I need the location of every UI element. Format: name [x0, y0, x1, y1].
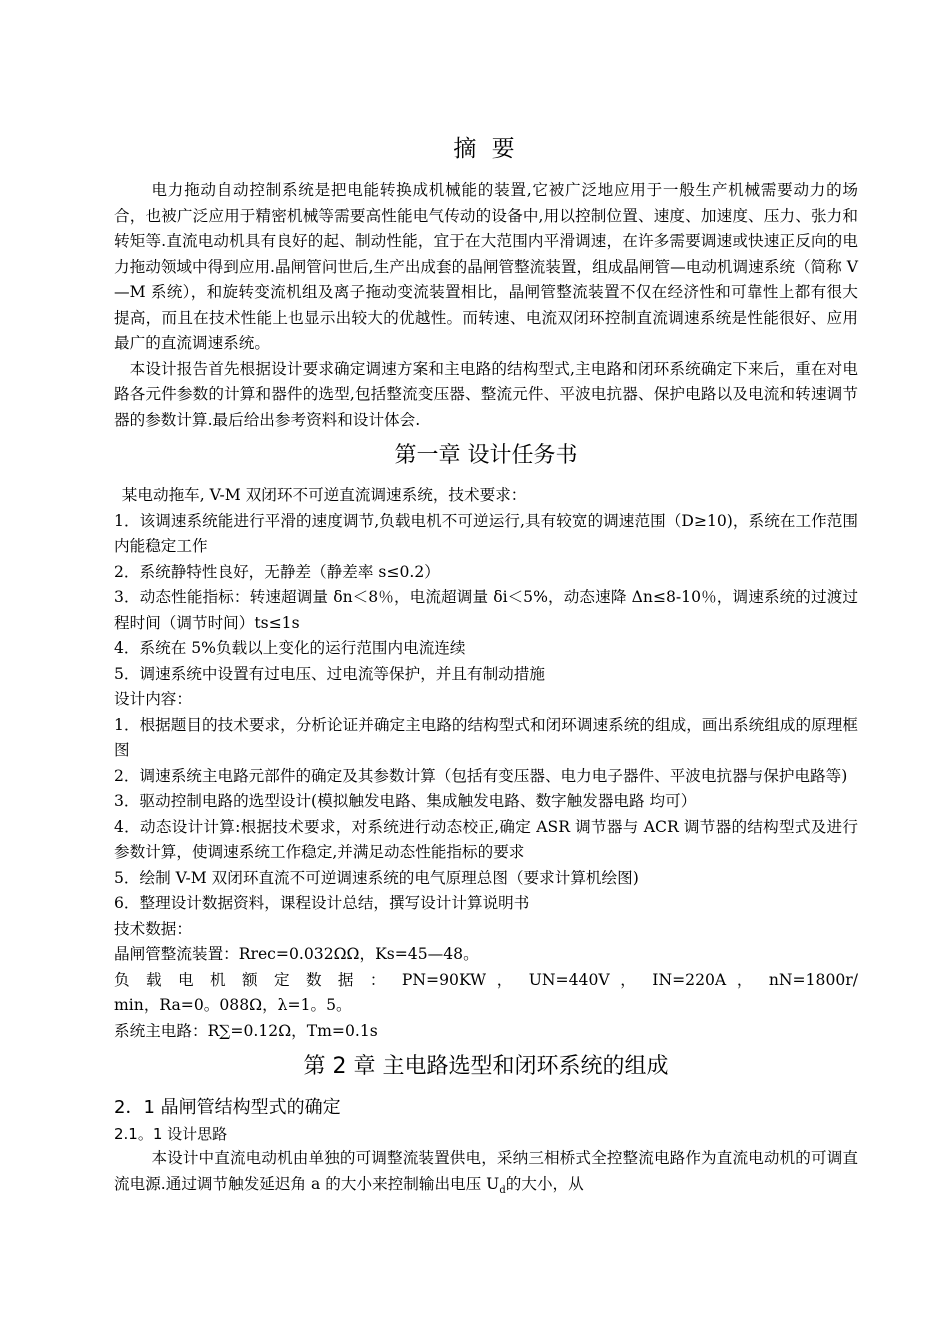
design-content-item: 3．驱动控制电路的选型设计(模拟触发电路、集成触发电路、数字触发器电路 均可） — [114, 792, 697, 810]
section-2-1-title: 2．1 晶闸管结构型式的确定 — [114, 1097, 341, 1118]
chapter2-paragraph — [114, 1146, 858, 1203]
design-content-item: 2．调速系统主电路元部件的确定及其参数计算（包括有变压器、电力电子器件、平波电抗器与保护电路等) — [114, 766, 848, 785]
voltage-subscript: d — [499, 1184, 506, 1196]
tech-motor-data-line2: min，Ra=0。088Ω，λ=1。5。 — [114, 996, 352, 1014]
subsection-2-1-1-title: 2.1。1 设计思路 — [114, 1125, 228, 1143]
requirement-item: 1．该调速系统能进行平滑的速度调节,负载电机不可逆运行,具有较宽的调速范围（D≥10)，系统在工作范围内能稳定工作 — [114, 511, 858, 555]
abstract-paragraph-2: 本设计报告首先根据设计要求确定调速方案和主电路的结构型式,主电路和闭环系统确定下来后，重在对电路各元件参数的计算和器件的选型,包括整流变压器、整流元件、平波电抗器、保护电路以及电流和转速调节器的参数计算.最后给出参考资料和设计体会. — [114, 359, 858, 429]
design-content-item: 4．动态设计计算:根据技术要求，对系统进行动态校正,确定 ASR 调节器与 ACR 调节器的结构型式及进行参数计算，使调速系统工作稳定,并满足动态性能指标的要求 — [114, 817, 858, 861]
document-body — [114, 132, 858, 1203]
tech-motor-data-line1: 负 载 电 机 额 定 数 据 ： PN=90KW ， UN=440V ， IN=220A ， nN=1800r/ — [114, 970, 858, 989]
chapter2-title: 第 2 章 主电路选型和闭环系统的组成 — [303, 1054, 669, 1079]
chapter2-paragraph-tail: 的大小，从 — [505, 1174, 584, 1193]
tech-data-label: 技术数据： — [114, 919, 192, 938]
requirement-item: 4．系统在 5%负载以上变化的运行范围内电流连续 — [114, 639, 466, 657]
requirement-item: 3．动态性能指标：转速超调量 δn＜8％，电流超调量 δi＜5%，动态速降 Δn≤8-10％，调速系统的过渡过程时间（调节时间）ts≤1s — [114, 588, 858, 632]
design-content-label: 设计内容： — [114, 690, 192, 708]
abstract-title: 摘 要 — [453, 136, 519, 162]
tech-system-data: 系统主电路：R∑=0.12Ω，Tm=0.1s — [114, 1021, 378, 1040]
chapter1-title: 第一章 设计任务书 — [394, 443, 578, 468]
abstract-paragraph-1: 电力拖动自动控制系统是把电能转换成机械能的装置,它被广泛地应用于一般生产机械需要动力的场合，也被广泛应用于精密机械等需要高性能电气传动的设备中,用以控制位置、速度、加速度、压力、张力和转矩等.直流电动机具有良好的起、制动性能，宜于在大范围内平滑调速，在许多需要调速或快速正反向的电力拖动领域中得到应用.晶闸管问世后,生产出成套的晶闸管整流装置，组成晶闸管—电动机调速系统（简称 V—M 系统），和旋转变流机组及离子拖动变流装置相比，晶闸管整流装置不仅在经济性和可靠性上都有很大提高，而且在技术性能上也显示出较大的优越性。而转速、电流双闭环控制直流调速系统是性能很好、应用最广的直流调速系统。 — [114, 181, 858, 352]
chapter2-paragraph-main: 本设计中直流电动机由单独的可调整流装置供电，采纳三相桥式全控整流电路作为直流电动机的可调直流电源.通过调节触发延迟角 a 的大小来控制输出电压 U — [114, 1149, 858, 1193]
requirement-item: 2．系统静特性良好，无静差（静差率 s≤0.2） — [114, 562, 440, 581]
chapter1-intro: 某电动拖车, V-M 双闭环不可逆直流调速系统，技术要求： — [121, 486, 527, 504]
design-content-item: 5．绘制 V-M 双闭环直流不可逆调速系统的电气原理总图（要求计算机绘图) — [114, 868, 639, 887]
design-content-item: 1．根据题目的技术要求，分析论证并确定主电路的结构型式和闭环调速系统的组成，画出系统组成的原理框图 — [114, 715, 858, 759]
design-content-item: 6．整理设计数据资料，课程设计总结，撰写设计计算说明书 — [114, 894, 530, 912]
requirement-item: 5．调速系统中设置有过电压、过电流等保护，并且有制动措施 — [114, 664, 545, 683]
tech-thyristor-data: 晶闸管整流装置：Rrec=0.032ΩΩ，Ks=45—48。 — [114, 945, 479, 963]
